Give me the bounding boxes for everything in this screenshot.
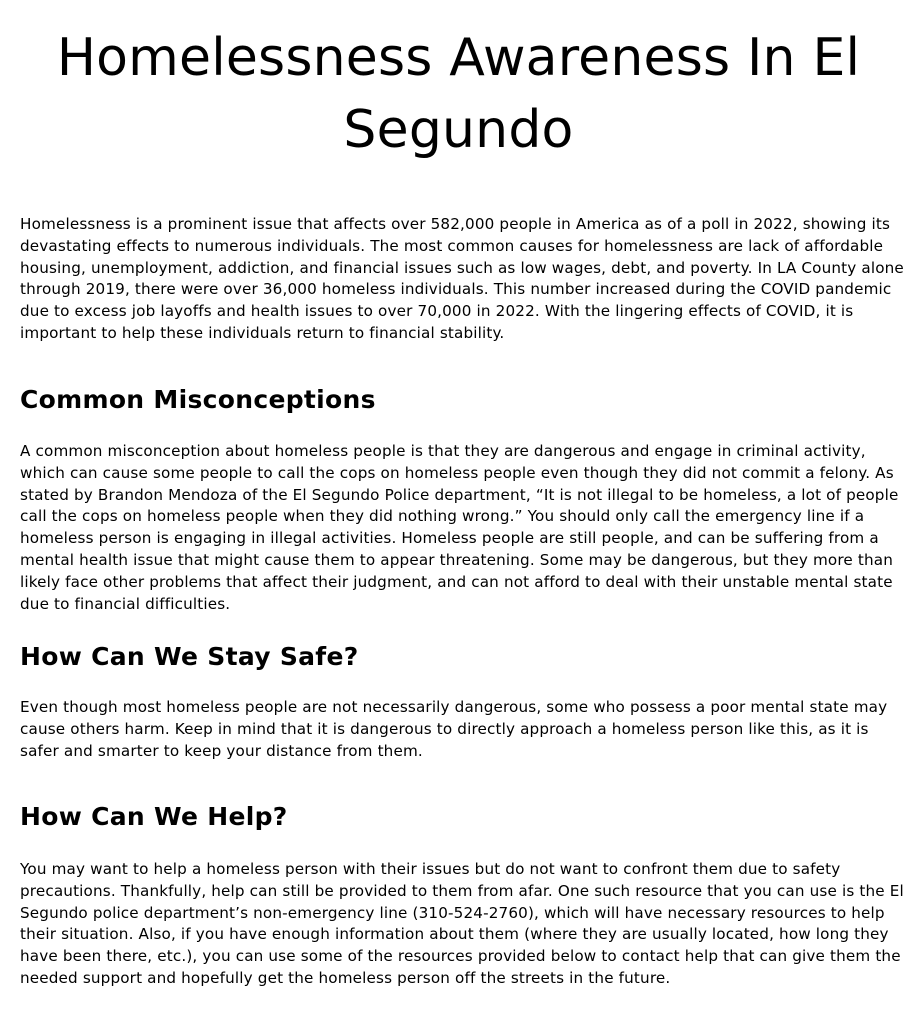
page-title: Homelessness Awareness In El Segundo	[56, 28, 861, 160]
stay-safe-heading: How Can We Stay Safe?	[20, 642, 359, 671]
misconceptions-paragraph: A common misconception about homeless people is that they are dangerous and engage in criminal activity, which can cause some people to call the cops on homeless people even though they did not commit a felony. As stated by Brandon Mendoza of the El Segundo Police department, “It is not illegal to be homeless, a lot of people call the cops on homeless people when they did nothing wrong.” You should only call the emergency line if a homeless person is engaging in illegal activities. Homeless people are still people, and can be suffering from a mental health issue that might cause them to appear threatening. Some may be dangerous, but they more than likely face other problems that affect their judgment, and can not afford to deal with their unstable mental state due to financial difficulties.	[20, 442, 899, 613]
how-to-help-heading: How Can We Help?	[20, 802, 288, 831]
misconceptions-heading: Common Misconceptions	[20, 385, 376, 414]
how-to-help-paragraph: You may want to help a homeless person with their issues but do not want to confront them due to safety precautions. Thankfully, help can still be provided to them from afar. One such resource that you can use is the El Segundo police department’s non-emergency line (310-524-2760), which will have necessary resources to help their situation. Also, if you have enough information about them (where they are usually located, how long they have been there, etc.), you can use some of the resources provided below to contact help that can give them the needed support and hopefully get the homeless person off the streets in the future.	[20, 860, 904, 987]
stay-safe-paragraph: Even though most homeless people are not necessarily dangerous, some who possess a poor mental state may cause others harm. Keep in mind that it is dangerous to directly approach a homeless person like this, as it is safer and smarter to keep your distance from them.	[20, 698, 888, 760]
intro-paragraph: Homelessness is a prominent issue that affects over 582,000 people in America as of a poll in 2022, showing its devastating effects to numerous individuals. The most common causes for homelessness are lack of affordable housing, unemployment, addiction, and financial issues such as low wages, debt, and poverty. In LA County alone through 2019, there were over 36,000 homeless individuals. This number increased during the COVID pandemic due to excess job layoffs and health issues to over 70,000 in 2022. With the lingering effects of COVID, it is important to help these individuals return to financial stability.	[20, 215, 904, 342]
